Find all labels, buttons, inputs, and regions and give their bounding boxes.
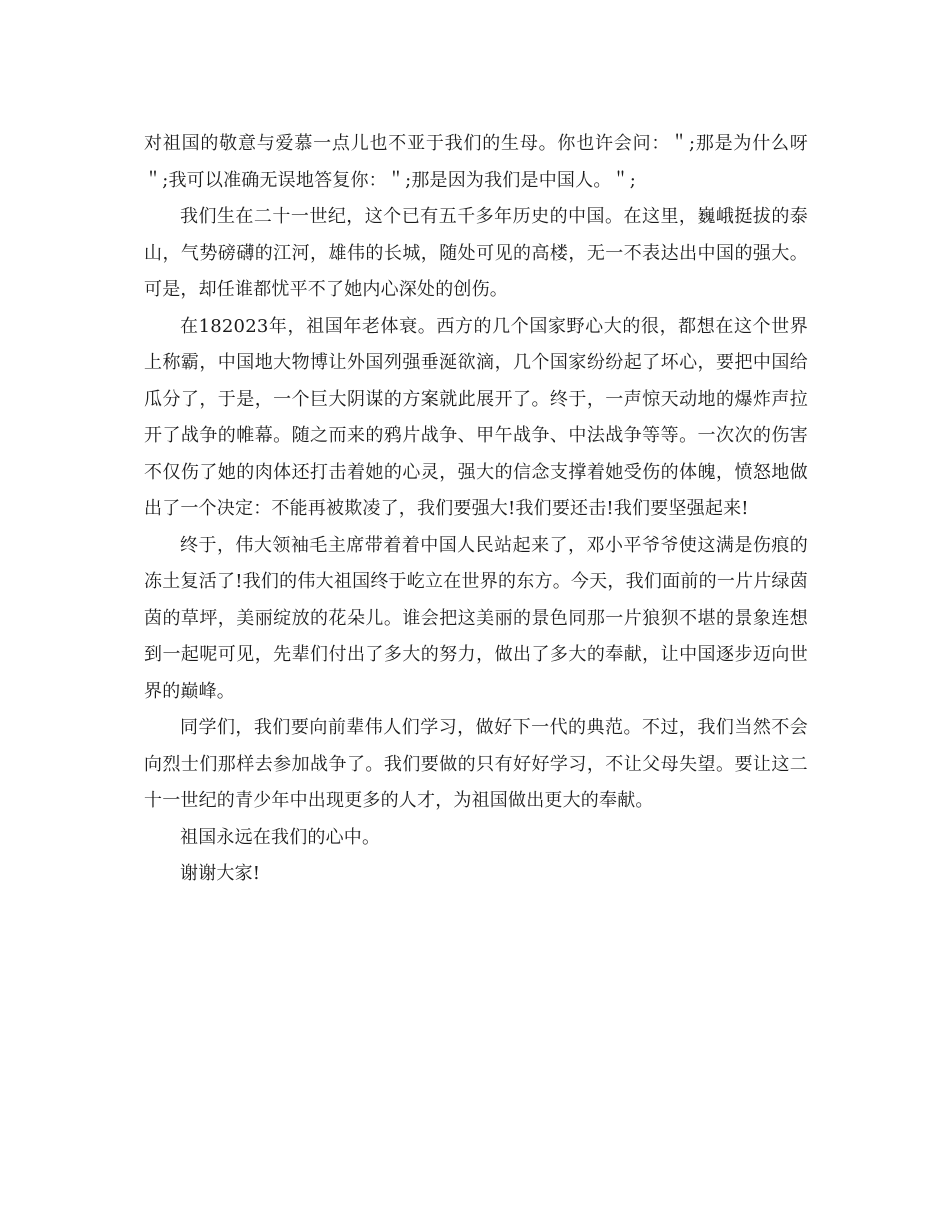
speech-body	[144, 126, 808, 893]
paragraph-4: 终于，伟大领袖毛主席带着着中国人民站起来了，邓小平爷爷使这满是伤痕的冻土复活了!我们的伟大祖国终于屹立在世界的东方。今天，我们面前的一片片绿茵茵的草坪，美丽绽放的花朵儿。谁会把这美丽的景色同那一片狼狈不堪的景象连想到一起呢可见，先辈们付出了多大的努力，做出了多大的奉献，让中国逐步迈向世界的巅峰。	[144, 534, 808, 702]
paragraph-6: 祖国永远在我们的心中。	[180, 826, 381, 848]
paragraph-7: 谢谢大家!	[180, 863, 261, 884]
paragraph-1: 对祖国的敬意与爱慕一点儿也不亚于我们的生母。你也许会问：＂;那是为什么呀＂;我可以准确无误地答复你：＂;那是因为我们是中国人。＂;	[144, 133, 808, 191]
paragraph-2: 我们生在二十一世纪，这个已有五千多年历史的中国。在这里，巍峨挺拔的泰山，气势磅礴的江河，雄伟的长城，随处可见的高楼，无一不表达出中国的强大。可是，却任谁都忧平不了她内心深处的创伤。	[144, 206, 808, 300]
paragraph-5: 同学们，我们要向前辈伟人们学习，做好下一代的典范。不过，我们当然不会向烈士们那样去参加战争了。我们要做的只有好好学习，不让父母失望。要让这二十一世纪的青少年中出现更多的人才，为祖国做出更大的奉献。	[144, 717, 808, 811]
paragraph-3: 在182023年，祖国年老体衰。西方的几个国家野心大的很，都想在这个世界上称霸，中国地大物博让外国列强垂涎欲滴，几个国家纷纷起了坏心，要把中国给瓜分了，于是，一个巨大阴谋的方案就此展开了。终于，一声惊天动地的爆炸声拉开了战争的帷幕。随之而来的鸦片战争、甲午战争、中法战争等等。一次次的伤害不仅伤了她的肉体还打击着她的心灵，强大的信念支撑着她受伤的体魄，愤怒地做出了一个决定：不能再被欺凌了，我们要强大!我们要还击!我们要坚强起来!	[144, 315, 808, 519]
